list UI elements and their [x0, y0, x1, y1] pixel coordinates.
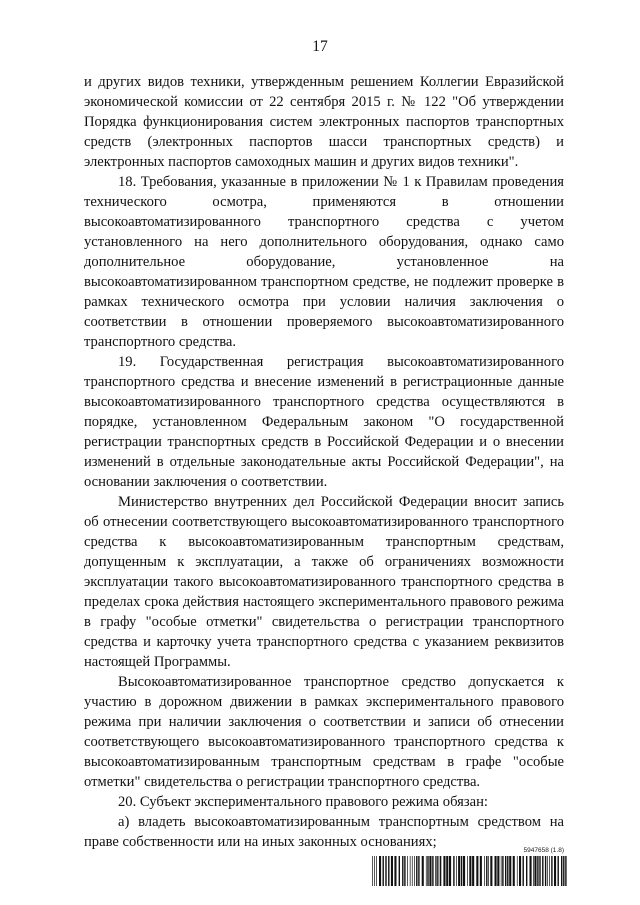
paragraph-mvd-record: Министерство внутренних дел Российской Федерации вносит запись об отнесении соответствующего высокоавтоматизированного транспортного средства к высокоавтоматизированным транспортным средствам, допущенным к эксплуатации, а также об ограничениях возможности эксплуатации такого высокоавтоматизированного транспортного средства в пределах срока действия настоящего экспериментального правового режима в графу "особые отметки" свидетельства о регистрации транспортного средства и карточку учета транспортного средства с указанием реквизитов настоящей Программы.	[84, 494, 564, 670]
page-number: 17	[312, 38, 328, 55]
document-body	[84, 72, 564, 852]
paragraph-18: 18. Требования, указанные в приложении № 1 к Правилам проведения технического осмотра, применяются в отношении высокоавтоматизированного транспортного средства с учетом установленного на него дополнительного оборудования, однако само дополнительное оборудование, установленное на высокоавтоматизированном транспортном средстве, не подлежит проверке в рамках технического осмотра при условии наличия заключения о соответствии в отношении проверяемого высокоавтоматизированного транспортного средства.	[84, 174, 564, 350]
paragraph-20-a: а) владеть высокоавтоматизированным транспортным средством на праве собственности или на иных законных основаниях;	[84, 814, 564, 850]
document-barcode	[372, 847, 568, 887]
barcode-icon	[372, 856, 568, 886]
paragraph-19: 19. Государственная регистрация высокоавтоматизированного транспортного средства и внесение изменений в регистрационные данные высокоавтоматизированного транспортного средства осуществляются в порядке, установленном Федеральным законом "О государственной регистрации транспортных средств в Российской Федерации и о внесении изменений в отдельные законодательные акты Российской Федерации", на основании заключения о соответствии.	[84, 354, 564, 490]
paragraph-admission: Высокоавтоматизированное транспортное средство допускается к участию в дорожном движении в рамках экспериментального правового режима при наличии заключения о соответствии и записи об отнесении соответствующего высокоавтоматизированного транспортного средства к высокоавтоматизированным транспортным средствам в графе "особые отметки" свидетельства о регистрации транспортного средства.	[84, 674, 564, 790]
barcode-caption: 5947658 (1.8)	[523, 847, 564, 854]
paragraph-20: 20. Субъект экспериментального правового режима обязан:	[118, 794, 488, 810]
paragraph-continuation: и других видов техники, утвержденным решением Коллегии Евразийской экономической комиссии от 22 сентября 2015 г. № 122 "Об утверждении Порядка функционирования систем электронных паспортов транспортных средств (электронных паспортов шасси транспортных средств) и электронных паспортов самоходных машин и других видов техники".	[84, 74, 564, 170]
